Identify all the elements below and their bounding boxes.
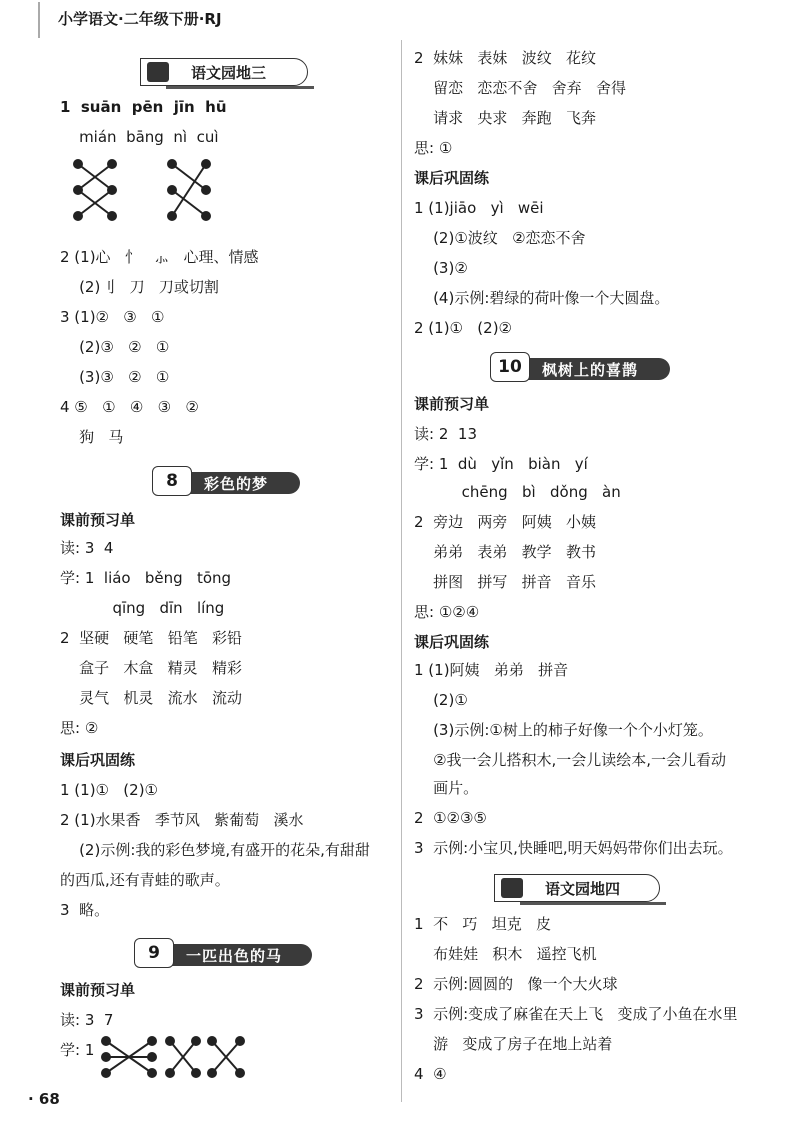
answer-line: 1 (1)① (2)① (60, 781, 159, 799)
lesson-banner-10 (490, 352, 670, 382)
lesson-banner-9 (134, 938, 312, 968)
section-banner-yuandi4 (494, 874, 660, 904)
matching-diagram (100, 1035, 250, 1081)
lesson-number: 8 (152, 466, 192, 496)
answer-line: 狗 马 (60, 428, 124, 446)
answer-line: (2)③ ② ① (60, 338, 170, 356)
answer-line: 1 (1)阿姨 弟弟 拼音 (414, 661, 569, 679)
section-heading: 课前预习单 (414, 395, 490, 413)
answer-line: 思: ② (60, 719, 99, 737)
answer-line: 弟弟 表弟 教学 教书 (414, 543, 596, 561)
answer-line: mián bāng nì cuì (60, 128, 219, 146)
answer-line: ②我一会儿搭积木,一会儿读绘本,一会儿看动 (414, 751, 727, 769)
lesson-number: 10 (490, 352, 530, 382)
section-heading: 课后巩固练 (414, 169, 490, 187)
answer-line: 留恋 恋恋不舍 舍弃 舍得 (414, 79, 626, 97)
answer-line: (3)② (414, 259, 468, 277)
matching-diagram (72, 158, 222, 228)
answer-line: 3 示例:小宝贝,快睡吧,明天妈妈带你们出去玩。 (414, 839, 733, 857)
answer-line: (4)示例:碧绿的荷叶像一个大圆盘。 (414, 289, 670, 307)
section-heading: 课后巩固练 (60, 751, 136, 769)
answer-line: qīng dīn líng (60, 599, 225, 617)
answer-line: 3 (1)② ③ ① (60, 308, 165, 326)
answer-line: 2 坚硬 硬笔 铅笔 彩铅 (60, 629, 242, 647)
lesson-title: 枫树上的喜鹊 (542, 361, 639, 379)
answer-line: 2 示例:圆圆的 像一个大火球 (414, 975, 618, 993)
answer-line: (3)示例:①树上的柿子好像一个个小灯笼。 (414, 721, 713, 739)
answer-line: 拼图 拼写 拼音 音乐 (414, 573, 596, 591)
answer-line: (2)① (414, 691, 468, 709)
section-title: 语文园地三 (191, 64, 267, 82)
chart-icon (147, 62, 169, 82)
answer-line: 1 不 巧 坦克 皮 (414, 915, 551, 933)
lesson-title: 一匹出色的马 (186, 947, 283, 965)
answer-line: 画片。 (414, 779, 479, 797)
answer-line: 的西瓜,还有青蛙的歌声。 (60, 871, 230, 889)
answer-line: 2 旁边 两旁 阿姨 小姨 (414, 513, 596, 531)
answer-line: 1 suān pēn jīn hū (60, 98, 227, 116)
answer-line: 4 ④ (414, 1065, 447, 1083)
corner-mark (38, 2, 40, 38)
answer-line: 布娃娃 积木 遥控飞机 (414, 945, 597, 963)
answer-line: 1 (1)jiāo yì wēi (414, 199, 544, 217)
section-heading: 课前预习单 (60, 981, 136, 999)
answer-line: (2)刂 刀 刀或切割 (60, 278, 219, 296)
answer-line: (3)③ ② ① (60, 368, 170, 386)
section-banner-yuandi3 (140, 58, 308, 88)
answer-line: (2)示例:我的彩色梦境,有盛开的花朵,有甜甜 (60, 841, 370, 859)
answer-line: 4 ⑤ ① ④ ③ ② (60, 398, 199, 416)
answer-line: 2 (1)心 忄 ⺗ 心理、情感 (60, 248, 259, 266)
answer-line: 思: ① (414, 139, 453, 157)
page-number: · 68 (28, 1090, 60, 1108)
answer-line: 学: 1 dù yǐn biàn yí (414, 455, 588, 473)
answer-line: 3 略。 (60, 901, 110, 919)
section-heading: 课前预习单 (60, 511, 136, 529)
lesson-title: 彩色的梦 (204, 475, 269, 493)
answer-line: 请求 央求 奔跑 飞奔 (414, 109, 596, 127)
section-title: 语文园地四 (545, 880, 621, 898)
answer-line: 读: 3 7 (60, 1011, 114, 1029)
answer-line: 学: 1 liáo běng tōng (60, 569, 232, 587)
answer-line: 读: 3 4 (60, 539, 114, 557)
lesson-banner-8 (152, 466, 300, 496)
answer-line: chēng bì dǒng àn (414, 483, 621, 501)
answer-line: 灵气 机灵 流水 流动 (60, 689, 242, 707)
answer-line: 2 ①②③⑤ (414, 809, 487, 827)
column-divider (401, 40, 402, 1102)
section-heading: 课后巩固练 (414, 633, 490, 651)
answer-line: 盒子 木盒 精灵 精彩 (60, 659, 242, 677)
answer-line: 读: 2 13 (414, 425, 477, 443)
answer-line: 游 变成了房子在地上站着 (414, 1035, 613, 1053)
answer-line: 2 (1)① (2)② (414, 319, 513, 337)
page-header: 小学语文·二年级下册·RJ (58, 10, 222, 28)
answer-line: 2 妹妹 表妹 波纹 花纹 (414, 49, 596, 67)
answer-line: 2 (1)水果香 季节风 紫葡萄 溪水 (60, 811, 304, 829)
answer-line: 3 示例:变成了麻雀在天上飞 变成了小鱼在水里 (414, 1005, 738, 1023)
answer-line: 思: ①②④ (414, 603, 480, 621)
chart-icon (501, 878, 523, 898)
lesson-number: 9 (134, 938, 174, 968)
answer-line: 学: 1 (60, 1041, 95, 1059)
answer-line: (2)①波纹 ②恋恋不舍 (414, 229, 586, 247)
